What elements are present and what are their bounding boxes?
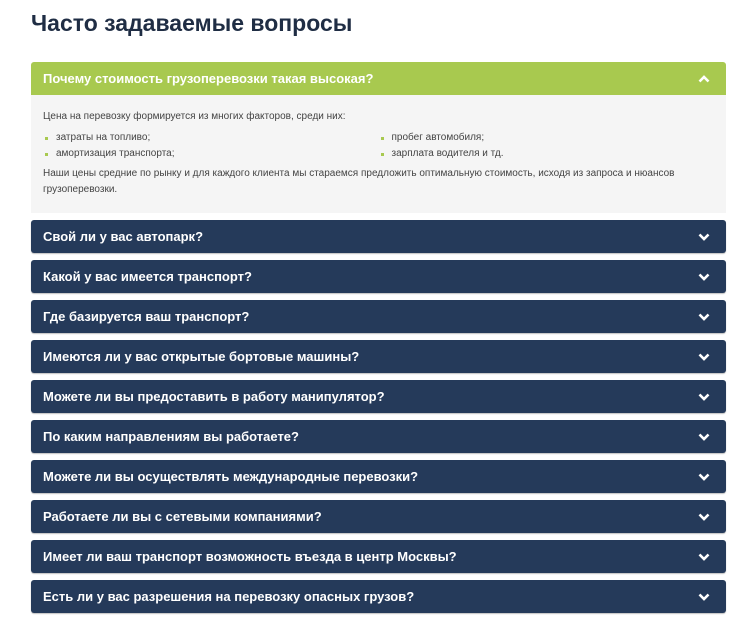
question-label: Где базируется ваш транспорт? bbox=[43, 309, 250, 324]
question-label: Какой у вас имеется транспорт? bbox=[43, 269, 252, 284]
bullet-icon bbox=[45, 153, 48, 156]
chevron-down-icon[interactable] bbox=[696, 309, 712, 325]
question-label: Имеются ли у вас открытые бортовые машины? bbox=[43, 349, 360, 364]
faq-accordion bbox=[31, 62, 726, 613]
question-label: Имеет ли ваш транспорт возможность въезда в центр Москвы? bbox=[43, 549, 457, 564]
question-label: Можете ли вы предоставить в работу манипулятор? bbox=[43, 389, 385, 404]
page-title: Часто задаваемые вопросы bbox=[31, 10, 353, 36]
chevron-down-icon[interactable] bbox=[696, 269, 712, 285]
chevron-down-icon[interactable] bbox=[696, 589, 712, 605]
question-label: Можете ли вы осуществлять международные перевозки? bbox=[43, 469, 419, 484]
chevron-down-icon[interactable] bbox=[696, 429, 712, 445]
chevron-up-icon[interactable] bbox=[696, 71, 712, 87]
list-item-text: пробег автомобиля; bbox=[391, 132, 485, 143]
list-item-text: зарплата водителя и тд. bbox=[391, 148, 504, 159]
faq-question[interactable] bbox=[31, 580, 726, 613]
faq-question[interactable] bbox=[31, 380, 726, 413]
question-label: Есть ли у вас разрешения на перевозку опасных грузов? bbox=[43, 589, 415, 604]
faq-question[interactable] bbox=[31, 500, 726, 533]
list-item bbox=[379, 130, 715, 146]
question-label: Свой ли у вас автопарк? bbox=[43, 229, 204, 244]
answer-intro: Цена на перевозку формируется из многих факторов, среди них: bbox=[43, 111, 346, 122]
chevron-down-icon[interactable] bbox=[696, 229, 712, 245]
list-item-text: амортизация транспорта; bbox=[56, 148, 175, 159]
chevron-down-icon[interactable] bbox=[696, 349, 712, 365]
chevron-down-icon[interactable] bbox=[696, 389, 712, 405]
faq-question[interactable] bbox=[31, 220, 726, 253]
bullet-icon bbox=[381, 153, 384, 156]
chevron-down-icon[interactable] bbox=[696, 509, 712, 525]
bullet-icon bbox=[45, 137, 48, 140]
faq-question[interactable] bbox=[31, 460, 726, 493]
list-item bbox=[43, 130, 379, 146]
list-item-text: затраты на топливо; bbox=[56, 132, 151, 143]
faq-question[interactable] bbox=[31, 340, 726, 373]
bullet-icon bbox=[381, 137, 384, 140]
chevron-down-icon[interactable] bbox=[696, 469, 712, 485]
question-label: Работаете ли вы с сетевыми компаниями? bbox=[43, 509, 322, 524]
question-label: Почему стоимость грузоперевозки такая высокая? bbox=[43, 71, 374, 86]
question-label: По каким направлениям вы работаете? bbox=[43, 429, 299, 444]
factor-list bbox=[43, 130, 714, 162]
faq-answer bbox=[31, 95, 726, 213]
faq-question[interactable] bbox=[31, 300, 726, 333]
answer-outro: Наши цены средние по рынку и для каждого клиента мы стараемся предложить оптимальную стоимость, исходя из запроса и нюансов грузоперевозки. bbox=[43, 168, 675, 195]
list-item bbox=[379, 146, 715, 162]
list-item bbox=[43, 146, 379, 162]
faq-question[interactable] bbox=[31, 260, 726, 293]
chevron-down-icon[interactable] bbox=[696, 549, 712, 565]
faq-question-open[interactable] bbox=[31, 62, 726, 95]
faq-question[interactable] bbox=[31, 420, 726, 453]
faq-question[interactable] bbox=[31, 540, 726, 573]
